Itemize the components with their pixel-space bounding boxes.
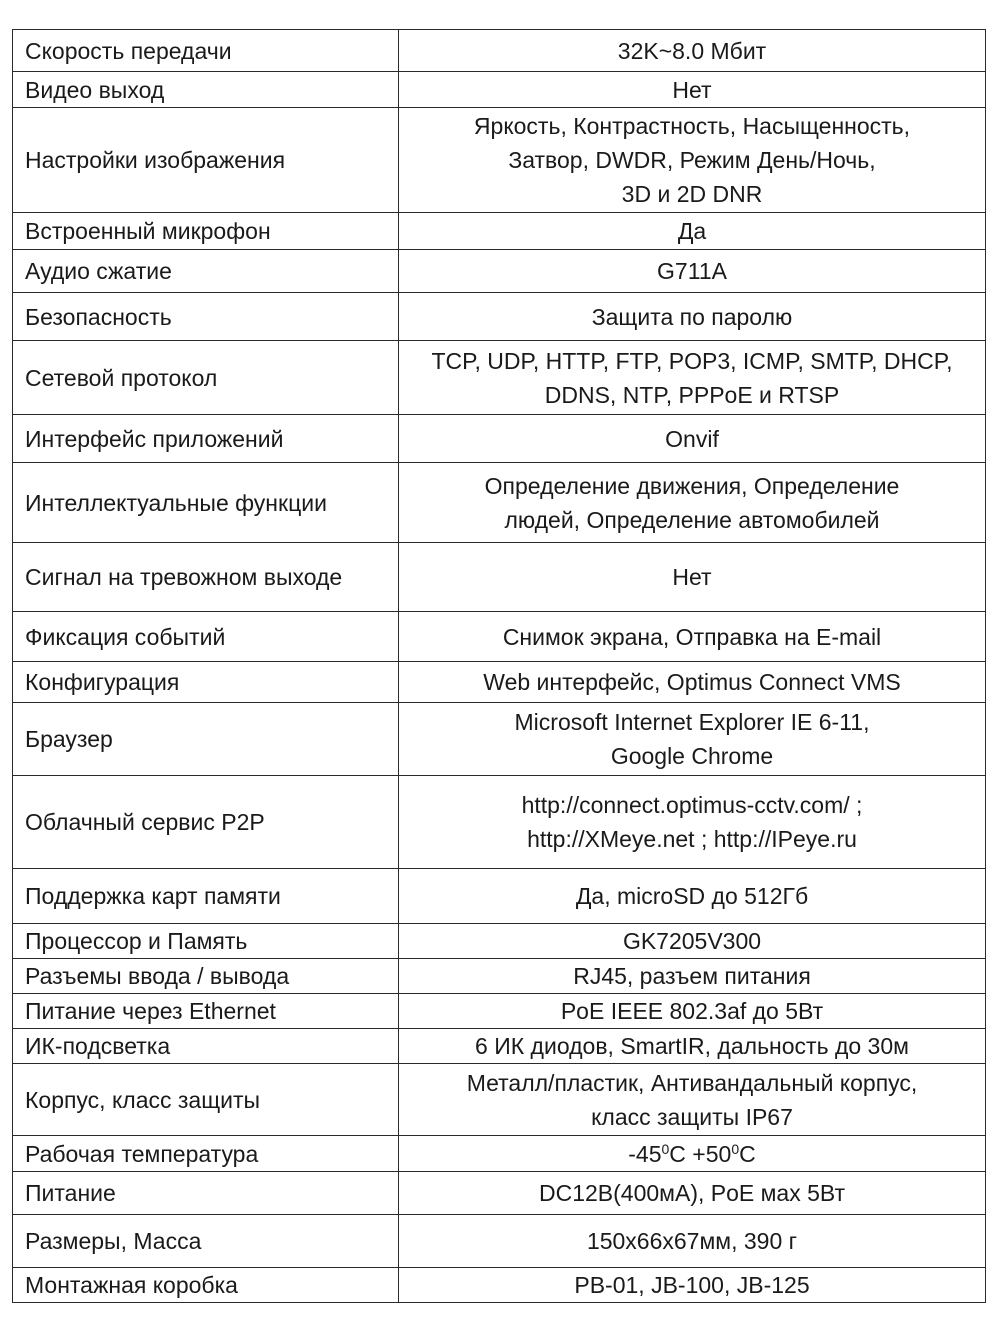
- table-row: [13, 543, 986, 612]
- param-label: Встроенный микрофон: [13, 213, 399, 250]
- param-value: Нет: [399, 543, 986, 612]
- param-value: Защита по паролю: [399, 293, 986, 341]
- degree-sign: 0: [731, 1140, 740, 1157]
- table-row: [13, 776, 986, 869]
- param-label: Скорость передачи: [13, 30, 399, 72]
- param-value: G711A: [399, 250, 986, 293]
- specifications-table: [12, 29, 986, 1303]
- param-value: GK7205V300: [399, 924, 986, 959]
- param-value: Microsoft Internet Explorer IE 6-11, Google Chrome: [399, 703, 986, 776]
- param-value: 32K~8.0 Мбит: [399, 30, 986, 72]
- param-value: 150х66х67мм, 390 г: [399, 1215, 986, 1268]
- table-row: [13, 662, 986, 703]
- param-label: Поддержка карт памяти: [13, 869, 399, 924]
- param-value: RJ45, разъем питания: [399, 959, 986, 994]
- param-label: Рабочая температура: [13, 1136, 399, 1172]
- param-label: Корпус, класс защиты: [13, 1064, 399, 1136]
- param-value: TCP, UDP, HTTP, FTP, POP3, ICMP, SMTP, DHCP, DDNS, NTP, PPPoE и RTSP: [399, 341, 986, 415]
- table-row: [13, 415, 986, 463]
- param-label: Настройки изображения: [13, 108, 399, 213]
- param-label: Монтажная коробка: [13, 1268, 399, 1303]
- table-row: [13, 1268, 986, 1303]
- param-label: Конфигурация: [13, 662, 399, 703]
- param-label: Фиксация событий: [13, 612, 399, 662]
- table-row: [13, 1064, 986, 1136]
- table-row: [13, 30, 986, 72]
- table-row: [13, 1172, 986, 1215]
- param-label: ИК-подсветка: [13, 1029, 399, 1064]
- table-row: [13, 213, 986, 250]
- param-value: [399, 1136, 986, 1172]
- param-label: Браузер: [13, 703, 399, 776]
- param-label: Облачный сервис P2P: [13, 776, 399, 869]
- param-value: 6 ИК диодов, SmartIR, дальность до 30м: [399, 1029, 986, 1064]
- temp-unit: C: [739, 1140, 756, 1167]
- table-row: [13, 703, 986, 776]
- param-value: Нет: [399, 72, 986, 108]
- param-label: Процессор и Память: [13, 924, 399, 959]
- param-value: DC12В(400мА), PoE мах 5Вт: [399, 1172, 986, 1215]
- param-value: Металл/пластик, Антивандальный корпус, класс защиты IP67: [399, 1064, 986, 1136]
- param-label: Питание через Ethernet: [13, 994, 399, 1029]
- table-row: [13, 869, 986, 924]
- param-value: Яркость, Контрастность, Насыщенность, Затвор, DWDR, Режим День/Ночь, 3D и 2D DNR: [399, 108, 986, 213]
- param-label: Сигнал на тревожном выходе: [13, 543, 399, 612]
- param-value: Определение движения, Определение людей, Определение автомобилей: [399, 463, 986, 543]
- table-row: [13, 341, 986, 415]
- temp-sep: C +50: [669, 1140, 732, 1167]
- param-value: Onvif: [399, 415, 986, 463]
- param-value: Да, microSD до 512Гб: [399, 869, 986, 924]
- table-row: [13, 293, 986, 341]
- param-label: Размеры, Масса: [13, 1215, 399, 1268]
- param-label: Разъемы ввода / вывода: [13, 959, 399, 994]
- table-row: [13, 1136, 986, 1172]
- table-row: [13, 250, 986, 293]
- param-value: PoE IEEE 802.3af до 5Вт: [399, 994, 986, 1029]
- param-value: Снимок экрана, Отправка на E-mail: [399, 612, 986, 662]
- param-label: Интеллектуальные функции: [13, 463, 399, 543]
- temp-min: -45: [628, 1140, 662, 1167]
- degree-sign: 0: [661, 1140, 670, 1157]
- table-row: [13, 994, 986, 1029]
- param-label: Безопасность: [13, 293, 399, 341]
- table-row: [13, 1215, 986, 1268]
- param-label: Видео выход: [13, 72, 399, 108]
- table-row: [13, 108, 986, 213]
- param-value: http://connect.optimus-cctv.com/ ; http://XMeye.net ; http://IPeye.ru: [399, 776, 986, 869]
- param-value: PB-01, JB-100, JB-125: [399, 1268, 986, 1303]
- table-row: [13, 612, 986, 662]
- param-label: Аудио сжатие: [13, 250, 399, 293]
- table-row: [13, 72, 986, 108]
- table-row: [13, 463, 986, 543]
- table-row: [13, 1029, 986, 1064]
- table-row: [13, 959, 986, 994]
- param-label: Сетевой протокол: [13, 341, 399, 415]
- table-row: [13, 924, 986, 959]
- param-label: Интерфейс приложений: [13, 415, 399, 463]
- param-value: Web интерфейс, Optimus Connect VMS: [399, 662, 986, 703]
- param-value: Да: [399, 213, 986, 250]
- param-label: Питание: [13, 1172, 399, 1215]
